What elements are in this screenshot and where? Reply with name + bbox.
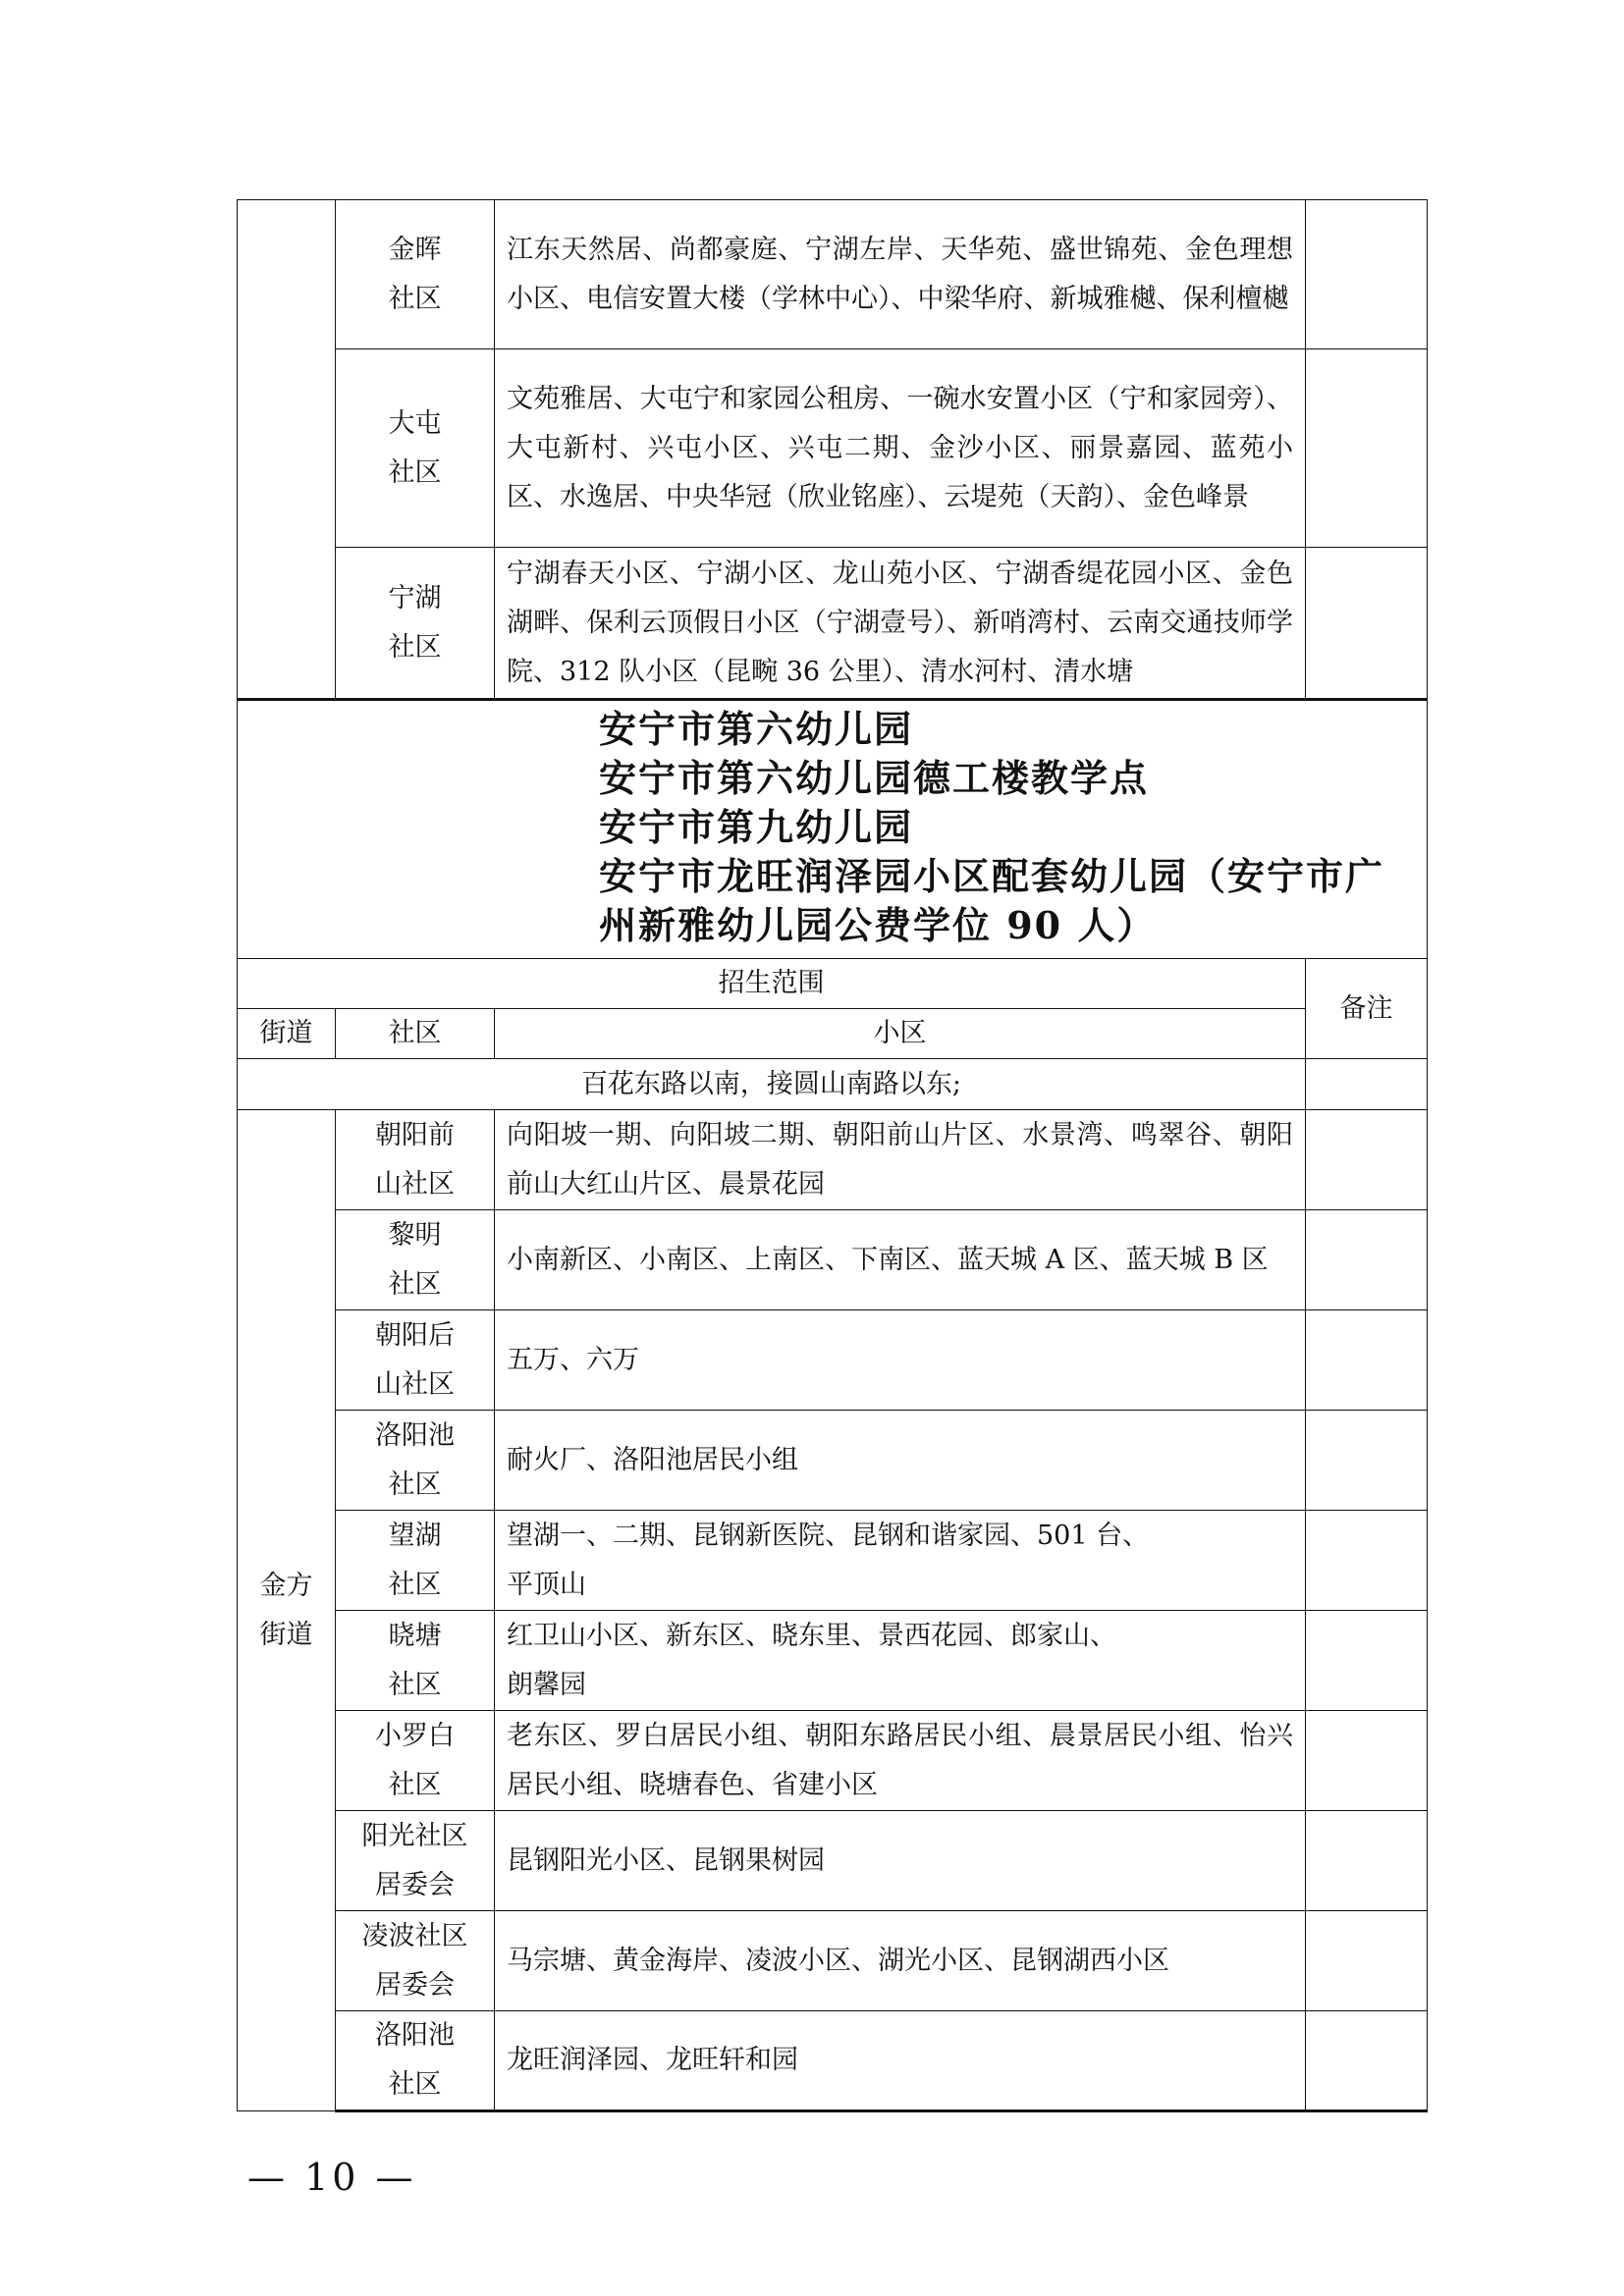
- community-name-line: 朝阳后: [375, 1319, 455, 1351]
- table-row: [238, 200, 1428, 349]
- area-cell: 江东天然居、尚都豪庭、宁湖左岸、天华苑、盛世锦苑、金色理想小区、电信安置大楼（学林中心）、中梁华府、新城雅樾、保利檀樾: [495, 200, 1306, 349]
- area-line: 平顶山: [507, 1569, 586, 1600]
- community-name-line: 居委会: [375, 1869, 455, 1900]
- note-cell: [1306, 1411, 1428, 1511]
- street-header: 街道: [238, 1009, 336, 1059]
- community-cell: [336, 1210, 495, 1310]
- section-title-row: [238, 700, 1428, 959]
- area-cell: [495, 1611, 1306, 1711]
- boundary-text: 百花东路以南，接圆山南路以东;: [238, 1059, 1306, 1110]
- community-name-line: 洛阳池: [375, 1419, 455, 1451]
- note-cell: [1306, 1110, 1428, 1210]
- area-cell: [495, 1511, 1306, 1611]
- table-row: [238, 1310, 1428, 1411]
- community-name-line: 望湖: [388, 1520, 442, 1551]
- community-name-line: 黎明: [388, 1219, 442, 1251]
- area-cell: 五万、六万: [495, 1310, 1306, 1411]
- table-row: [238, 1411, 1428, 1511]
- community-name-line: 居委会: [375, 1969, 455, 2001]
- area-cell: 昆钢阳光小区、昆钢果树园: [495, 1811, 1306, 1911]
- community-name-line: 金晖: [388, 234, 442, 265]
- community-name-line: 朝阳前: [375, 1119, 455, 1150]
- table-row: [238, 1911, 1428, 2011]
- community-cell: [336, 1611, 495, 1711]
- note-cell: [1306, 1711, 1428, 1811]
- street-name-cell: [238, 1110, 336, 2111]
- note-header: 备注: [1306, 959, 1428, 1059]
- community-name-line: 社区: [388, 1268, 442, 1300]
- community-cell: [336, 1110, 495, 1210]
- area-cell: 马宗塘、黄金海岸、凌波小区、湖光小区、昆钢湖西小区: [495, 1911, 1306, 2011]
- kindergarten-name: 州新雅幼儿园公费学位 90 人）: [599, 903, 1157, 947]
- scope-header: 招生范围: [238, 959, 1306, 1009]
- community-name-line: 晓塘: [388, 1620, 442, 1651]
- note-cell: [1306, 1310, 1428, 1411]
- area-cell: 小南新区、小南区、上南区、下南区、蓝天城 A 区、蓝天城 B 区: [495, 1210, 1306, 1310]
- street-name-line: 街道: [259, 1619, 313, 1650]
- kindergarten-name: 安宁市第六幼儿园德工楼教学点: [599, 756, 1150, 800]
- area-line: 望湖一、二期、昆钢新医院、昆钢和谐家园、501 台、: [507, 1520, 1150, 1551]
- area-cell: 向阳坡一期、向阳坡二期、朝阳前山片区、水景湾、鸣翠谷、朝阳前山大红山片区、晨景花园: [495, 1110, 1306, 1210]
- area-cell: 宁湖春天小区、宁湖小区、龙山苑小区、宁湖香缇花园小区、金色湖畔、保利云顶假日小区（宁湖壹号）、新哨湾村、云南交通技师学院、312 队小区（昆畹 36 公里）、清水河村、清水塘: [495, 548, 1306, 700]
- area-cell: 文苑雅居、大屯宁和家园公租房、一碗水安置小区（宁和家园旁）、大屯新村、兴屯小区、兴屯二期、金沙小区、丽景嘉园、蓝苑小区、水逸居、中央华冠（欣业铭座）、云堤苑（天韵）、金色峰景: [495, 349, 1306, 548]
- note-cell: [1306, 1511, 1428, 1611]
- page-number: — 10 —: [247, 2156, 417, 2199]
- community-cell: [336, 1511, 495, 1611]
- community-cell: [336, 548, 495, 700]
- community-header: 社区: [336, 1009, 495, 1059]
- table-row: [238, 2011, 1428, 2111]
- table-row: [238, 548, 1428, 700]
- community-cell: [336, 1310, 495, 1411]
- community-name-line: 小罗白: [375, 1720, 455, 1751]
- table-row: [238, 1110, 1428, 1210]
- community-name-line: 山社区: [375, 1368, 455, 1400]
- area-cell: 龙旺润泽园、龙旺轩和园: [495, 2011, 1306, 2111]
- table-row: [238, 1611, 1428, 1711]
- community-name-line: 社区: [388, 1769, 442, 1800]
- note-cell: [1306, 1210, 1428, 1310]
- community-name-line: 阳光社区: [361, 1820, 468, 1851]
- section-title: [238, 700, 1428, 959]
- community-name-line: 大屯: [388, 407, 442, 439]
- community-name-line: 社区: [388, 283, 442, 314]
- street-name-line: 金方: [259, 1570, 313, 1601]
- header-row: [238, 1009, 1428, 1059]
- community-name-line: 宁湖: [388, 582, 442, 614]
- note-cell: [1306, 1059, 1428, 1110]
- table-row: [238, 1210, 1428, 1310]
- community-cell: [336, 1711, 495, 1811]
- community-name-line: 社区: [388, 1468, 442, 1500]
- table-row: [238, 1511, 1428, 1611]
- community-cell: [336, 1411, 495, 1511]
- area-cell: 老东区、罗白居民小组、朝阳东路居民小组、晨景居民小组、怡兴居民小组、晓塘春色、省建小区: [495, 1711, 1306, 1811]
- kindergarten-name: 安宁市第九幼儿园: [599, 805, 914, 849]
- note-cell: [1306, 1811, 1428, 1911]
- kindergarten-name: 安宁市龙旺润泽园小区配套幼儿园（安宁市广: [599, 854, 1385, 898]
- boundary-row: [238, 1059, 1428, 1110]
- note-cell: [1306, 200, 1428, 349]
- note-cell: [1306, 1611, 1428, 1711]
- community-cell: [336, 349, 495, 548]
- community-name-line: 山社区: [375, 1168, 455, 1200]
- community-name-line: 凌波社区: [361, 1920, 468, 1951]
- street-cell-empty: [238, 200, 336, 700]
- community-name-line: 社区: [388, 2069, 442, 2100]
- area-header: 小区: [495, 1009, 1306, 1059]
- community-cell: [336, 1911, 495, 2011]
- note-cell: [1306, 349, 1428, 548]
- enrollment-scope-table: [237, 199, 1428, 2112]
- community-cell: [336, 2011, 495, 2111]
- table-row: [238, 1811, 1428, 1911]
- note-cell: [1306, 1911, 1428, 2011]
- community-cell: [336, 200, 495, 349]
- kindergarten-name: 安宁市第六幼儿园: [599, 707, 914, 751]
- community-name-line: 社区: [388, 631, 442, 663]
- area-line: 红卫山小区、新东区、晓东里、景西花园、郎家山、: [507, 1620, 1116, 1651]
- table-row: [238, 1711, 1428, 1811]
- note-cell: [1306, 548, 1428, 700]
- community-name-line: 社区: [388, 1669, 442, 1700]
- area-line: 朗馨园: [507, 1669, 586, 1700]
- header-row: [238, 959, 1428, 1009]
- area-cell: 耐火厂、洛阳池居民小组: [495, 1411, 1306, 1511]
- community-name-line: 社区: [388, 1569, 442, 1600]
- table-row: [238, 349, 1428, 548]
- community-name-line: 洛阳池: [375, 2020, 455, 2051]
- community-name-line: 社区: [388, 456, 442, 488]
- note-cell: [1306, 2011, 1428, 2111]
- community-cell: [336, 1811, 495, 1911]
